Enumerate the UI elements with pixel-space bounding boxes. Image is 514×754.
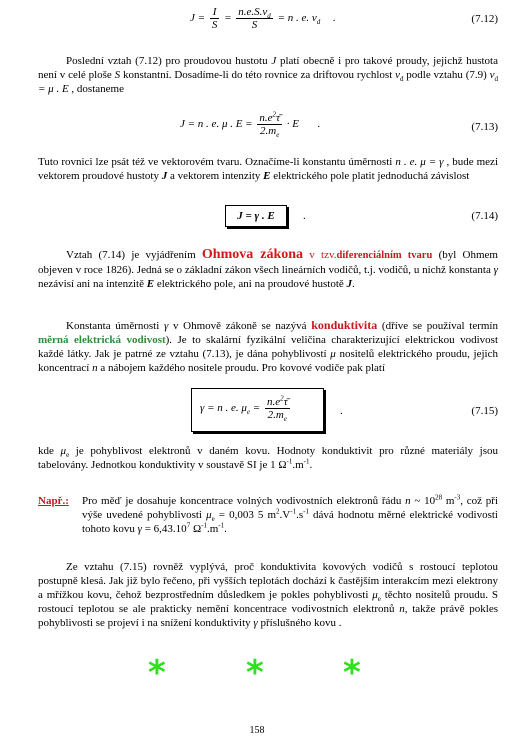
eq712-f2-num-sub: d bbox=[267, 12, 271, 21]
eq712-number: (7.12) bbox=[471, 13, 498, 25]
p6-text-11: .m bbox=[206, 523, 219, 535]
p3-text-1: Vztah (7.14) je vyjádřením bbox=[66, 249, 202, 261]
paragraph-4 bbox=[38, 318, 498, 375]
p3-text-2: v tzv. bbox=[303, 249, 337, 261]
p1-vd-sub: d bbox=[399, 75, 404, 84]
p6-sup-5: -1 bbox=[303, 507, 309, 516]
paragraph-7 bbox=[38, 560, 498, 630]
paragraph-2 bbox=[38, 155, 498, 183]
p4-merna-elektricka-vodivost: měrná elektrická vodivost bbox=[38, 334, 166, 346]
p4-gamma: γ bbox=[163, 320, 169, 332]
p1-rel-2: = μ . E bbox=[38, 83, 69, 95]
eq715-den bbox=[265, 409, 290, 424]
eq712-f2-num-text: n.e.S.v bbox=[238, 6, 268, 18]
p1-text-2: platí obecně i pro takové proudy, jejichž hustota není v celé ploše bbox=[38, 55, 498, 81]
p7-text-3: , takže právě pokles pohyblivosti se projeví i na snížení konduktivity bbox=[38, 603, 498, 629]
paragraph-1 bbox=[38, 54, 498, 96]
eq715-lhs: γ = n . e. μ bbox=[200, 402, 247, 415]
p1-text-5: , dostaneme bbox=[68, 83, 124, 95]
p6-sup-4: -1 bbox=[290, 507, 297, 516]
p3-text-3: (byl Ohmem objeven v roce 1826). Jedná se o základní zákon všech lineárních vodičů, t.j. vodičů, u nichž konstanta bbox=[38, 249, 498, 276]
star-icon-2: * bbox=[246, 653, 264, 693]
page-number: 158 bbox=[249, 725, 265, 736]
p6-n: n bbox=[405, 495, 411, 507]
p6-sup-7: -1 bbox=[201, 521, 207, 530]
p2-text-4: elektrického pole platit jednoduchá závislost bbox=[270, 170, 470, 182]
eq714-formula: J = γ . E bbox=[237, 210, 275, 222]
eq712-fraction-2 bbox=[236, 6, 273, 31]
eq713-number: (7.13) bbox=[471, 121, 498, 133]
p6-text-10: Ω bbox=[190, 523, 202, 535]
eq715-fraction bbox=[265, 394, 290, 424]
p2-rel: n . e. μ = γ bbox=[395, 156, 444, 168]
eq714-number: (7.14) bbox=[471, 210, 498, 222]
p4-text-4: ). Je to skalární fyzikální veličina charakterizující elektrickou vodivost každé látky. Jak je patrné ze vztahu (7.13), je dána pohyblivostí bbox=[38, 334, 499, 360]
p5-text-4: . bbox=[309, 459, 313, 471]
p7-mu-sub: e bbox=[377, 595, 381, 604]
p3-E: E bbox=[146, 278, 155, 290]
eq713-num-sup: 2 bbox=[272, 110, 276, 119]
p6-text-9: = 6,43.10 bbox=[141, 523, 187, 535]
p3-text-4: nezávisí ani na intenzitě bbox=[38, 278, 147, 290]
eq715-num-tail: τ̄ bbox=[283, 396, 288, 408]
paragraph-6 bbox=[82, 494, 498, 536]
p1-J: J bbox=[271, 55, 277, 67]
eq713-den bbox=[257, 125, 282, 140]
p4-text-1: Konstanta úměrnosti bbox=[66, 320, 164, 332]
p1-text-4: podle vztahu (7.9) bbox=[403, 69, 490, 81]
p3-diferencialni-tvar: diferenciálním tvaru bbox=[336, 250, 433, 261]
p6-text-1: Pro měď je dosahuje koncentrace volných vodivostních elektronů řádu bbox=[82, 495, 406, 507]
eq713-end: . bbox=[317, 118, 321, 131]
eq715-num bbox=[265, 396, 290, 409]
p1-rel-sub: d bbox=[494, 75, 498, 84]
eq715-content bbox=[200, 394, 292, 424]
eq713-den-text: 2.m bbox=[259, 125, 277, 137]
eq715-eq: = bbox=[252, 402, 261, 415]
p2-text-3: a vektorem intenzity bbox=[167, 170, 264, 182]
p6-sup-3: 2 bbox=[276, 507, 280, 516]
eq712-f2-den: S bbox=[251, 19, 258, 31]
p7-n: n bbox=[399, 603, 405, 615]
p5-text-1: kde bbox=[38, 445, 61, 457]
eq714-end: . bbox=[303, 210, 306, 222]
eq715-den-text: 2.m bbox=[267, 409, 284, 421]
p4-text-2: v Ohmově zákoně se nazývá bbox=[168, 320, 312, 332]
p7-text-1: Ze vztahu (7.15) rovněž vyplývá, proč konduktivita kovových vodičů s rostoucí teplotou postupně klesá. Jak již bylo řečeno, při vyšších teplotách dochází k častějším interakcím mezi elektrony a mřížkou kovu, čehož bezprostředním důsledkem je pokles pohyblivosti bbox=[38, 561, 498, 601]
p5-text-3: .m bbox=[292, 459, 304, 471]
p2-J: J bbox=[161, 170, 168, 182]
eq712-f1-num: I bbox=[210, 6, 220, 19]
eq713-lhs: J = n . e. μ . E = bbox=[180, 118, 253, 131]
eq712-fraction-1 bbox=[210, 6, 220, 31]
star-icon-3: * bbox=[343, 653, 361, 693]
p7-text-2: těchto nositelů proudu. S rostoucí teplotou se ale prakticky nemění koncentrace vodivostních elektronů bbox=[38, 589, 498, 615]
p6-sup-1: 28 bbox=[435, 493, 443, 502]
p4-text-5: nositelů elektrického proudu, jejich koncentrací bbox=[38, 348, 498, 374]
paragraph-5 bbox=[38, 444, 498, 472]
eq712-end: . bbox=[332, 12, 336, 25]
p6-text-7: .s bbox=[296, 509, 304, 521]
star-icon-1: * bbox=[148, 653, 166, 693]
p4-mu: μ bbox=[330, 348, 336, 360]
eq713-num-tail: τ̄ bbox=[276, 112, 280, 124]
p6-gamma: γ bbox=[137, 523, 142, 535]
p1-text-3: konstantní. Dosadíme-li do této rovnice za driftovou rychlost bbox=[120, 69, 396, 81]
p4-text-6: a nábojem každého nositele proudu. Pro kovové vodiče pak platí bbox=[97, 362, 386, 374]
equation-7-12 bbox=[190, 6, 336, 31]
eq715-num-sup: 2 bbox=[280, 394, 284, 403]
p1-vd: v bbox=[395, 69, 400, 81]
p1-S: S bbox=[114, 69, 121, 81]
p6-text-5: = 0,003 5 m bbox=[214, 509, 277, 521]
p6-sup-6: 7 bbox=[186, 521, 191, 530]
p6-sup-2: -3 bbox=[454, 493, 461, 502]
eq713-fraction bbox=[257, 110, 282, 140]
equation-7-14-box bbox=[225, 205, 287, 227]
eq715-end: . bbox=[340, 405, 343, 417]
p2-E: E bbox=[263, 170, 271, 182]
p2-text-2: , bude mezi vektorem proudové hustoty bbox=[38, 156, 498, 182]
eq712-rhs-sub: d bbox=[316, 18, 321, 27]
priklad-label bbox=[38, 494, 69, 508]
equation-7-15-box bbox=[191, 388, 324, 432]
p5-mu-sub: e bbox=[66, 451, 70, 460]
paragraph-3 bbox=[38, 248, 498, 291]
p6-mu: μ bbox=[206, 509, 212, 521]
p2-text-1: Tuto rovnici lze psát též ve vektorovém tvaru. Označíme-li konstantu úměrnosti bbox=[38, 156, 396, 168]
eq715-number: (7.15) bbox=[471, 405, 498, 417]
eq712-f1-den: S bbox=[211, 19, 218, 31]
p6-text-6: .V bbox=[279, 509, 291, 521]
p4-konduktivita: konduktivita bbox=[311, 318, 378, 332]
eq712-eq: = bbox=[224, 12, 232, 25]
p3-text-5: elektrického pole, ani na proudové hustotě bbox=[154, 278, 347, 290]
eq713-num-text: n.e bbox=[259, 112, 273, 124]
eq713-tail: · E bbox=[286, 118, 299, 131]
p1-text-1: Poslední vztah (7.12) pro proudovou hustotu bbox=[66, 55, 272, 67]
p6-sup-8: -1 bbox=[218, 521, 225, 530]
p6-text-8: dává hodnotu měrné elektrické vodivosti tohoto kovu bbox=[82, 509, 498, 535]
p7-text-4: příslušného kovu . bbox=[257, 617, 342, 629]
p1-rel: v bbox=[489, 69, 495, 81]
eq715-den-sub: e bbox=[283, 415, 287, 424]
p6-text-3: m bbox=[442, 495, 455, 507]
eq712-rhs: = n . e. v bbox=[277, 12, 317, 25]
eq712-f2-num bbox=[236, 6, 273, 19]
eq712-lhs: J = bbox=[190, 12, 206, 25]
p6-text-2: ~ 10 bbox=[410, 495, 436, 507]
p7-mu: μ bbox=[372, 589, 378, 601]
p6-text-12: . bbox=[224, 523, 227, 535]
p4-n: n bbox=[92, 362, 98, 374]
p5-sup-2: -1 bbox=[303, 457, 310, 466]
p7-gamma: γ bbox=[253, 617, 258, 629]
p6-label: Např.: bbox=[38, 495, 69, 507]
p5-text-2: je pohyblivost elektronů v daném kovu. Hodnoty konduktivit pro různé materiály jsou tabelovány. Jednotkou konduktivity v soustavě SI je 1 Ω bbox=[38, 445, 499, 471]
eq715-lhs-sub: e bbox=[246, 408, 251, 417]
p3-text-6: . bbox=[352, 278, 355, 290]
p3-ohmuv-zakon: Ohmova zákona bbox=[201, 247, 304, 262]
p6-mu-sub: e bbox=[211, 515, 215, 524]
p6-text-4: , což při výše uvedené pohyblivosti bbox=[82, 495, 499, 521]
eq713-den-sub: e bbox=[276, 131, 280, 140]
eq715-num-text: n.e bbox=[266, 396, 281, 408]
p3-J: J bbox=[346, 278, 353, 290]
equation-7-13 bbox=[180, 110, 321, 140]
p5-mu: μ bbox=[60, 445, 67, 457]
p3-gamma: γ bbox=[493, 264, 498, 276]
eq713-num bbox=[257, 112, 282, 125]
p4-text-3: (dříve se používal termín bbox=[377, 320, 498, 332]
p5-sup-1: -1 bbox=[286, 457, 293, 466]
